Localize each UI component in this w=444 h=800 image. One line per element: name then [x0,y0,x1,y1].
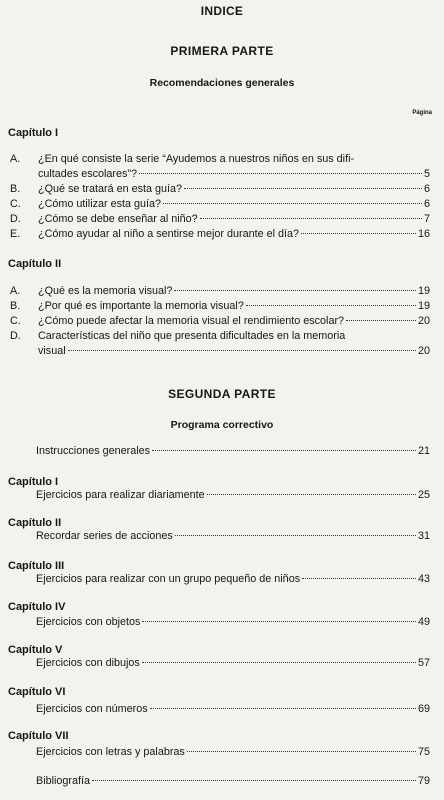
chapter-heading: Capítulo VI [8,686,66,698]
entry-page: 7 [423,213,430,225]
toc-entry [10,315,430,327]
entry-page: 21 [417,445,430,457]
entry-text: visual [38,345,66,357]
entry-text: Ejercicios con objetos [36,616,141,628]
toc-entry [10,168,430,180]
toc-entry [10,183,430,195]
leader-dots [174,290,416,291]
entry-letter: D. [10,213,21,225]
entry-text: Ejercicios para realizar con un grupo pequeño de niños [36,573,301,585]
entry-text: ¿Qué se tratará en esta guía? [38,183,183,195]
page-column-header: Página [412,110,432,116]
leader-dots [68,350,416,351]
leader-dots [187,751,416,752]
entry-text: Ejercicios para realizar diariamente [36,489,205,501]
leader-dots [163,203,422,204]
leader-dots [301,233,416,234]
chapter-heading: Capítulo I [8,127,59,139]
toc-entry [10,285,430,297]
entry-text: ¿Por qué es importante la memoria visual? [38,300,244,312]
entry-text: Ejercicios con números [36,703,148,715]
toc-entry [36,703,430,715]
leader-dots [346,320,416,321]
toc-entry [36,657,430,669]
chapter-heading: Capítulo I [8,476,59,488]
entry-text: Ejercicios con dibujos [36,657,140,669]
leader-dots [142,621,416,622]
leader-dots [200,218,422,219]
entry-letter: A. [10,153,21,165]
entry-letter: E. [10,228,21,240]
toc-entry [36,746,430,758]
chapter-heading: Capítulo IV [8,601,66,613]
toc-entry [10,198,430,210]
entry-page: 6 [423,183,430,195]
chapter-heading: Capítulo II [8,258,62,270]
entry-page: 43 [417,573,430,585]
toc-entry [36,445,430,457]
entry-page: 6 [423,198,430,210]
toc-entry [36,530,430,542]
entry-page: 49 [417,616,430,628]
toc-entry [36,489,430,501]
leader-dots [142,662,416,663]
part2-subtitle: Programa correctivo [170,419,274,431]
toc-entry [10,300,430,312]
entry-text: Recordar series de acciones [36,530,173,542]
entry-text: ¿Qué es la memoria visual? [38,285,173,297]
leader-dots [150,708,416,709]
part1-title: PRIMERA PARTE [170,44,274,58]
part2-title: SEGUNDA PARTE [168,387,276,401]
entry-page: 57 [417,657,430,669]
leader-dots [152,450,416,451]
leader-dots [302,578,416,579]
leader-dots [246,305,416,306]
toc-entry [10,228,430,240]
leader-dots [184,188,422,189]
chapter-heading: Capítulo VII [8,730,69,742]
entry-page: 19 [417,300,430,312]
entry-page: 20 [417,315,430,327]
toc-entry-line [10,330,430,342]
leader-dots [175,535,416,536]
entry-text: Bibliografía [36,775,91,787]
entry-letter: B. [10,183,21,195]
entry-page: 31 [417,530,430,542]
entry-text: ¿Cómo puede afectar la memoria visual el rendimiento escolar? [38,315,345,327]
entry-letter: C. [10,198,21,210]
leader-dots [92,780,416,781]
entry-text: ¿Cómo ayudar al niño a sentirse mejor durante el día? [38,228,300,240]
entry-page: 25 [417,489,430,501]
entry-text: Características del niño que presenta dificultades en la memoria [38,330,346,342]
leader-dots [139,173,422,174]
leader-dots [207,494,416,495]
entry-text: ¿Cómo se debe enseñar al niño? [38,213,198,225]
entry-letter: D. [10,330,21,342]
entry-letter: C. [10,315,21,327]
entry-page: 69 [417,703,430,715]
entry-text: Instrucciones generales [36,445,151,457]
toc-entry [36,573,430,585]
entry-page: 16 [417,228,430,240]
entry-text: ¿En qué consiste la serie “Ayudemos a nuestros niños en sus difi- [38,153,355,165]
entry-text: Ejercicios con letras y palabras [36,746,185,758]
toc-entry-line [10,153,430,165]
entry-page: 5 [423,168,430,180]
entry-text: cultades escolares”? [38,168,138,180]
entry-letter: B. [10,300,21,312]
toc-entry [10,213,430,225]
entry-page: 20 [417,345,430,357]
entry-page: 19 [417,285,430,297]
chapter-heading: Capítulo V [8,644,63,656]
chapter-heading: Capítulo II [8,517,62,529]
toc-entry [36,616,430,628]
chapter-heading: Capítulo III [8,560,65,572]
page-title: INDICE [200,4,244,18]
entry-page: 75 [417,746,430,758]
entry-page: 79 [417,775,430,787]
toc-entry [10,345,430,357]
entry-letter: A. [10,285,21,297]
entry-text: ¿Cómo utilizar esta guía? [38,198,162,210]
part1-subtitle: Recomendaciones generales [149,77,295,89]
toc-entry-bibliography [36,775,430,787]
